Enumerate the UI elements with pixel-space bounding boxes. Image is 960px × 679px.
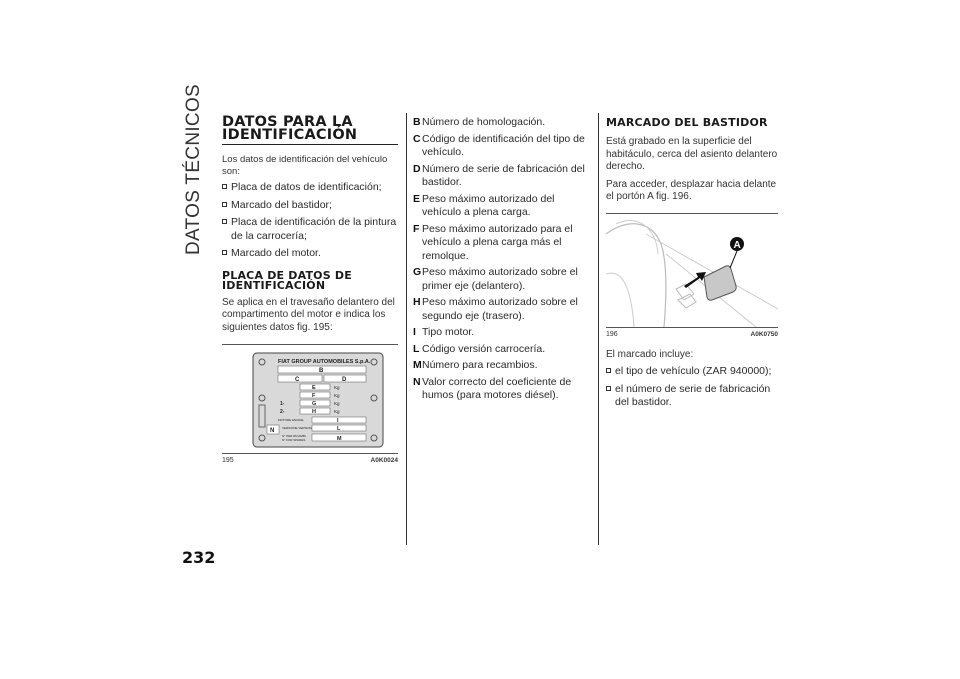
callout-letter: A	[733, 239, 741, 251]
identification-plate-illustration	[222, 345, 398, 453]
legend-item-e: E Peso máximo autorizado del vehículo a plena carga.	[413, 192, 555, 218]
plate-letter: H	[312, 409, 316, 415]
legend-item-c: C Código de identificación del tipo de vehículo.	[413, 132, 585, 158]
plate-unit: Kg	[334, 393, 340, 398]
seat-flap-illustration	[606, 214, 778, 327]
column-plate-legend	[413, 116, 588, 403]
legend-item-n: N Valor correcto del coeficiente de humos (para motores diésel).	[413, 375, 572, 401]
plate-small-label: MOTORE ENGINE	[278, 418, 304, 422]
checkbox-bullet-icon	[222, 219, 227, 224]
page-number: 232	[182, 548, 216, 567]
access-flap	[704, 265, 736, 299]
plate-small-label: VERSIONE VERSION	[282, 426, 312, 430]
figure-code: A0K0750	[750, 330, 778, 338]
checkbox-bullet-icon	[222, 202, 227, 207]
list-item: el número de serie de fabricación del bastidor.	[606, 383, 778, 410]
figure-number: 196	[606, 330, 618, 338]
legend-item-i: I Tipo motor.	[413, 326, 475, 338]
marking-includes-label: El marcado incluye:	[606, 348, 694, 360]
plate-letter: E	[312, 385, 316, 391]
intro-text: Los datos de identificación del vehículo son:	[222, 154, 388, 177]
chassis-location-text: Está grabado en la superficie del habitáculo, cerca del asiento delantero derecho.	[606, 136, 778, 172]
list-item: Placa de datos de identificación;	[222, 181, 398, 195]
plate-letter: L	[337, 426, 341, 432]
subsection-title: PLACA DE DATOS DE IDENTIFICACIÓN	[222, 268, 352, 292]
checkbox-bullet-icon	[606, 386, 611, 391]
plate-unit: Kg	[334, 385, 340, 390]
plate-description: Se aplica en el travesaño delantero del compartimento del motor e indica los siguientes datos fig. 195:	[222, 296, 395, 333]
legend-item-f: F Peso máximo autorizado para el vehículo a plena carga más el remolque.	[413, 222, 573, 262]
legend-item-g: G Peso máximo autorizado sobre el primer eje (delantero).	[413, 266, 578, 292]
plate-letter: I	[337, 418, 339, 424]
plate-letter: M	[337, 436, 342, 442]
checkbox-bullet-icon	[606, 368, 611, 373]
direction-arrow-icon	[684, 272, 706, 288]
column-identification	[222, 114, 398, 464]
plate-letter: G	[312, 401, 317, 407]
figure-195	[222, 344, 398, 464]
plate-title: FIAT GROUP AUTOMOBILES S.p.A.	[278, 359, 371, 365]
checkbox-bullet-icon	[222, 250, 227, 255]
checkbox-bullet-icon	[222, 184, 227, 189]
marking-list	[606, 365, 778, 410]
plate-legend-list	[413, 116, 588, 403]
plate-row-label: 1-	[280, 401, 285, 407]
plate-small-label: N° PER RICAMBI	[282, 434, 306, 438]
plate-small-label: N° FOR SPARES	[282, 438, 306, 442]
plate-letter: N	[270, 428, 275, 434]
list-item: el tipo de vehículo (ZAR 940000);	[606, 365, 778, 379]
plate-letter: D	[342, 377, 347, 383]
plate-row-label: 2-	[280, 409, 285, 415]
chassis-access-text: Para acceder, desplazar hacia delante el portón A fig. 196.	[606, 178, 777, 202]
section-title: DATOS PARA LA IDENTIFICACIÓN	[222, 116, 398, 145]
section-title: MARCADO DEL BASTIDOR	[606, 116, 768, 129]
legend-item-m: M Número para recambios.	[413, 359, 538, 371]
column-divider-right	[598, 113, 599, 545]
identification-list	[222, 181, 398, 261]
legend-item-h: H Peso máximo autorizado sobre el segundo eje (trasero).	[413, 296, 578, 322]
list-item: Marcado del bastidor;	[222, 199, 398, 213]
plate-letter: C	[295, 377, 300, 383]
section-side-label: DATOS TÉCNICOS	[183, 83, 204, 255]
figure-196	[606, 213, 778, 338]
list-item: Placa de identificación de la pintura de la carrocería;	[222, 216, 398, 243]
figure-code: A0K0024	[370, 457, 398, 464]
figure-number: 195	[222, 457, 234, 464]
list-item: Marcado del motor.	[222, 247, 398, 261]
column-divider-left	[406, 113, 407, 545]
legend-item-b: B Número de homologación.	[413, 116, 546, 128]
plate-letter: B	[319, 368, 324, 374]
legend-item-d: D Número de serie de fabricación del bastidor.	[413, 162, 585, 188]
plate-unit: Kg	[334, 401, 340, 406]
legend-item-l: L Código versión carrocería.	[413, 342, 546, 355]
plate-unit: Kg	[334, 409, 340, 414]
plate-letter: F	[312, 393, 316, 399]
column-chassis-marking	[606, 116, 778, 410]
